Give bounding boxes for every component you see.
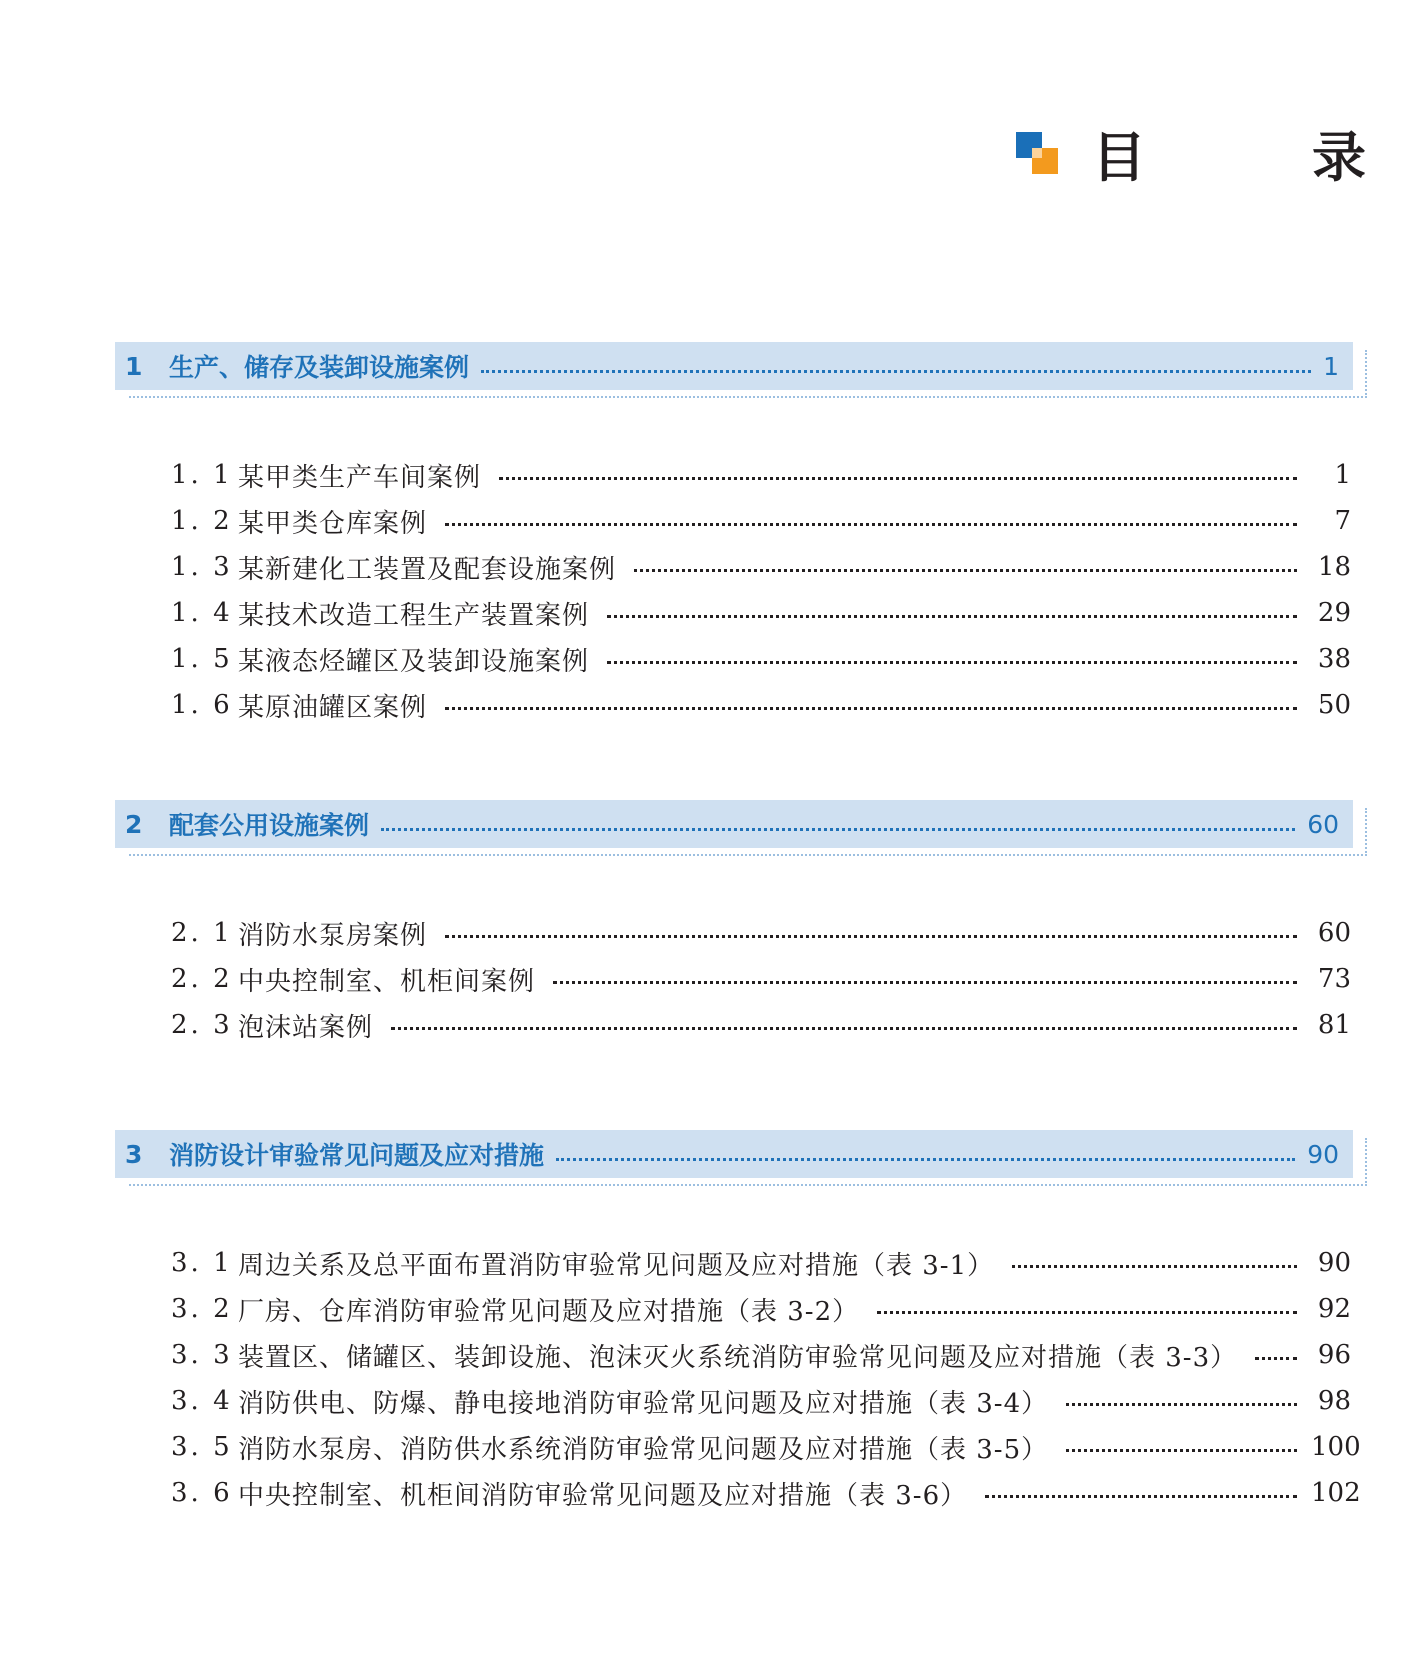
- section-title: 某甲类仓库案例: [238, 508, 428, 539]
- section-number: 3. 6: [171, 1478, 233, 1508]
- dot-leader: [499, 477, 1297, 480]
- chapter-title: 生产、储存及装卸设施案例: [169, 353, 470, 382]
- section-number: 3. 2: [171, 1294, 233, 1324]
- dot-leader: [1066, 1403, 1297, 1406]
- section-title: 周边关系及总平面布置消防审验常见问题及应对措施（表 3-1）: [238, 1250, 995, 1281]
- chapter-page: 60: [1307, 809, 1339, 839]
- toc-entry[interactable]: [115, 1470, 1367, 1516]
- dot-leader: [607, 615, 1297, 618]
- toc-entry[interactable]: [115, 498, 1367, 544]
- dot-leader: [553, 981, 1297, 984]
- section-page: 29: [1317, 598, 1351, 628]
- section-title: 泡沫站案例: [238, 1012, 374, 1043]
- section-number: 1. 5: [171, 644, 233, 674]
- section-page: 38: [1317, 644, 1351, 674]
- dot-leader: [556, 1158, 1295, 1161]
- section-number: 2. 3: [171, 1010, 233, 1040]
- section-number: 2. 2: [171, 964, 233, 994]
- section-number: 1. 1: [171, 460, 233, 490]
- toc-entry[interactable]: [115, 1424, 1367, 1470]
- section-number: 3. 3: [171, 1340, 233, 1370]
- dot-leader: [381, 828, 1295, 831]
- section-page: 100: [1311, 1432, 1361, 1462]
- dot-leader: [445, 707, 1297, 710]
- section-number: 1. 6: [171, 690, 233, 720]
- section-title: 中央控制室、机柜间消防审验常见问题及应对措施（表 3-6）: [238, 1480, 968, 1511]
- dot-leader: [634, 569, 1297, 572]
- toc-entry[interactable]: [115, 682, 1367, 728]
- chapter-title: 消防设计审验常见问题及应对措施: [169, 1141, 545, 1170]
- section-title: 某新建化工装置及配套设施案例: [238, 554, 617, 585]
- page-title: 目 录: [1092, 125, 1422, 189]
- section-title: 某技术改造工程生产装置案例: [238, 600, 590, 631]
- toc-entry[interactable]: [115, 452, 1367, 498]
- dot-leader: [607, 661, 1297, 664]
- section-page: 18: [1317, 552, 1351, 582]
- toc-entry[interactable]: [115, 1378, 1367, 1424]
- section-page: 102: [1311, 1478, 1361, 1508]
- section-title: 厂房、仓库消防审验常见问题及应对措施（表 3-2）: [238, 1296, 860, 1327]
- section-title: 某甲类生产车间案例: [238, 462, 482, 493]
- chapter-3: [115, 1130, 1367, 1516]
- chapter-number: 3: [125, 1139, 143, 1169]
- section-number: 3. 1: [171, 1248, 233, 1278]
- chapter-number: 2: [125, 809, 143, 839]
- toc-entry[interactable]: [115, 1002, 1367, 1048]
- section-page: 90: [1317, 1248, 1351, 1278]
- toc-entry[interactable]: [115, 910, 1367, 956]
- section-title: 中央控制室、机柜间案例: [238, 966, 536, 997]
- section-title: 消防水泵房案例: [238, 920, 428, 951]
- chapter-title: 配套公用设施案例: [169, 811, 370, 840]
- dot-leader: [877, 1311, 1297, 1314]
- section-page: 50: [1317, 690, 1351, 720]
- section-number: 1. 4: [171, 598, 233, 628]
- dot-leader: [445, 935, 1297, 938]
- dot-leader: [481, 370, 1311, 373]
- toc-entry[interactable]: [115, 1332, 1367, 1378]
- section-title: 某原油罐区案例: [238, 692, 428, 723]
- section-page: 81: [1317, 1010, 1351, 1040]
- dot-leader: [391, 1027, 1297, 1030]
- chapter-heading[interactable]: [115, 1130, 1353, 1178]
- chapter-heading[interactable]: [115, 342, 1353, 390]
- toc-entry[interactable]: [115, 1240, 1367, 1286]
- section-title: 装置区、储罐区、装卸设施、泡沫灭火系统消防审验常见问题及应对措施（表 3-3）: [238, 1342, 1238, 1373]
- section-number: 1. 3: [171, 552, 233, 582]
- page-header: [1016, 118, 1422, 189]
- section-number: 1. 2: [171, 506, 233, 536]
- dot-leader: [985, 1495, 1297, 1498]
- section-page: 96: [1317, 1340, 1351, 1370]
- toc-entry[interactable]: [115, 956, 1367, 1002]
- section-number: 2. 1: [171, 918, 233, 948]
- section-number: 3. 4: [171, 1386, 233, 1416]
- dot-leader: [1066, 1449, 1297, 1452]
- toc-entry[interactable]: [115, 590, 1367, 636]
- section-page: 73: [1317, 964, 1351, 994]
- toc-entry[interactable]: [115, 1286, 1367, 1332]
- chapter-heading[interactable]: [115, 800, 1353, 848]
- chapter-page: 1: [1323, 351, 1339, 381]
- section-page: 98: [1317, 1386, 1351, 1416]
- squares-logo-icon: [1016, 132, 1058, 174]
- section-page: 1: [1334, 460, 1351, 490]
- dot-leader: [1012, 1265, 1297, 1268]
- chapter-number: 1: [125, 351, 143, 381]
- toc-entry[interactable]: [115, 636, 1367, 682]
- toc-entry[interactable]: [115, 544, 1367, 590]
- section-title: 消防水泵房、消防供水系统消防审验常见问题及应对措施（表 3-5）: [238, 1434, 1049, 1465]
- section-page: 7: [1334, 506, 1351, 536]
- section-page: 92: [1317, 1294, 1351, 1324]
- chapter-1: [115, 342, 1367, 728]
- chapter-2: [115, 800, 1367, 1048]
- chapter-page: 90: [1307, 1139, 1339, 1169]
- section-title: 消防供电、防爆、静电接地消防审验常见问题及应对措施（表 3-4）: [238, 1388, 1049, 1419]
- dot-leader: [1255, 1357, 1297, 1360]
- section-title: 某液态烃罐区及装卸设施案例: [238, 646, 590, 677]
- dot-leader: [445, 523, 1297, 526]
- section-number: 3. 5: [171, 1432, 233, 1462]
- section-page: 60: [1317, 918, 1351, 948]
